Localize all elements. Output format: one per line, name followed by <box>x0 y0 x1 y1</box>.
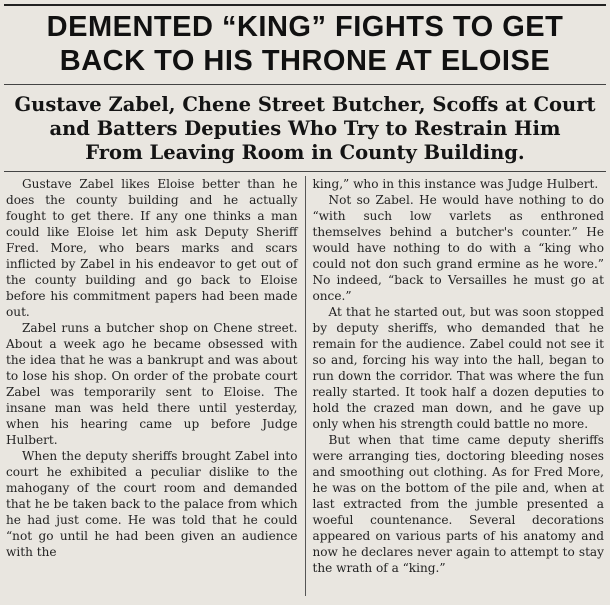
headline-line-1: DEMENTED “KING” FIGHTS TO GET <box>46 11 564 43</box>
paragraph: Not so Zabel. He would have nothing to do “with such low varlets as enthroned themselves behind a butcher's counter.” He would have nothing to do with a “king who could not don such grand ermine as he wore.” No indeed, “back to Versailles he must go at once.” <box>312 193 604 303</box>
column-divider <box>305 176 306 596</box>
article-body <box>4 176 606 596</box>
paragraph: Zabel runs a butcher shop on Chene street. About a week ago he became obsessed with the idea that he was a bankrupt and was about to lose his shop. On order of the probate court Zabel was temporarily sent to Eloise. The insane man was held there until yesterday, when his hearing came up before Judge Hulbert. <box>6 321 298 447</box>
headline-line-2: BACK TO HIS THRONE AT ELOISE <box>59 45 551 77</box>
paragraph: king,” who in this instance was Judge Hulbert. <box>312 177 599 191</box>
paragraph: Gustave Zabel likes Eloise better than he does the county building and he actually fought to get there. If any one thinks a man could like Eloise let him ask Deputy Sheriff Fred. More, who bears marks and scars inflicted by Zabel in his endeavor to get out of the county building and go back to Eloise before his commitment papers had been made out. <box>6 177 298 319</box>
headline <box>4 4 606 85</box>
deck-line-2: and Batters Deputies Who Try to Restrain Him <box>49 117 561 140</box>
subheadline-deck <box>4 85 606 172</box>
deck-line-3: From Leaving Room in County Building. <box>85 141 525 164</box>
paragraph: At that he started out, but was soon stopped by deputy sheriffs, who demanded that he remain for the audience. Zabel could not see it so and, forcing his way into the hall, began to run down the corridor. That was where the fun really started. It took half a dozen deputies to hold the crazed man down, and he gave up only when his strength could battle no more. <box>312 305 604 431</box>
article-column-right <box>306 176 606 596</box>
deck-line-1: Gustave Zabel, Chene Street Butcher, Scoffs at Court <box>14 93 596 116</box>
paragraph: But when that time came deputy sheriffs were arranging ties, doctoring bleeding noses and smoothing out clothing. As for Fred More, he was on the bottom of the pile and, when at last extracted from the jumble presented a woeful countenance. Several decorations appeared on various parts of his anatomy and now he declares never again to attempt to stay the wrath of a “king.” <box>312 433 604 575</box>
article-column-left <box>4 176 304 596</box>
paragraph: When the deputy sheriffs brought Zabel into court he exhibited a peculiar dislike to the mahogany of the court room and demanded that he be taken back to the palace from which he had just come. He was told that he could “not go until he had been given an audience with the <box>6 449 298 559</box>
